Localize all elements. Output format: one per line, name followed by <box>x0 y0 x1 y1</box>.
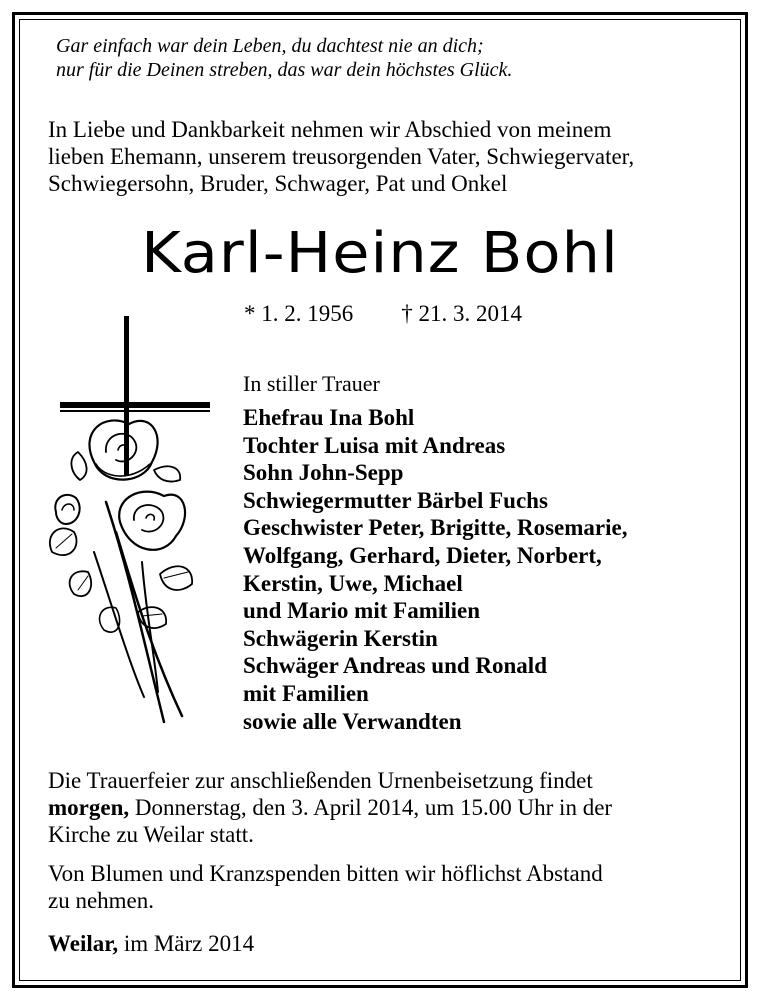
service-line-2 <box>48 794 712 821</box>
signature-place: Weilar, <box>48 931 119 956</box>
flowers-request <box>48 860 712 914</box>
list-item: und Mario mit Familien <box>243 598 481 624</box>
list-item: Geschwister Peter, Brigitte, Rosemarie, <box>243 515 628 541</box>
list-item: Ehefrau Ina Bohl <box>243 405 415 430</box>
list-item: Schwäger Andreas und Ronald <box>243 653 547 679</box>
birth-date: * 1. 2. 1956 <box>244 301 354 326</box>
cross-with-roses-icon <box>34 312 224 732</box>
deceased-name: Karl-Heinz Bohl <box>141 221 619 286</box>
list-item: sowie alle Verwandten <box>243 708 462 734</box>
motto-line-1: Gar einfach war dein Leben, du dachtest nie an dich; <box>56 35 484 57</box>
motto-line-2: nur für die Deinen streben, das war dein höchstes Glück. <box>56 59 513 81</box>
death-date: † 21. 3. 2014 <box>401 301 522 326</box>
life-dates <box>244 300 704 328</box>
list-item: Wolfgang, Gerhard, Dieter, Norbert, <box>243 542 602 568</box>
service-line-1: Die Trauerfeier zur anschließenden Urnenbeisetzung findet <box>48 768 593 793</box>
flowers-line-2: zu nehmen. <box>48 888 155 913</box>
flowers-line-1: Von Blumen und Kranzspenden bitten wir höflichst Abstand <box>48 861 603 886</box>
list-item: Tochter Luisa mit Andreas <box>243 432 506 458</box>
intro-line-1: In Liebe und Dankbarkeit nehmen wir Abschied von meinem <box>48 117 612 142</box>
list-item: Kerstin, Uwe, Michael <box>243 570 463 596</box>
place-date-signature <box>48 930 254 957</box>
list-item: Schwiegermutter Bärbel Fuchs <box>243 487 548 513</box>
signature-date: im März 2014 <box>118 931 255 956</box>
mourning-label: In stiller Trauer <box>243 371 380 396</box>
list-item: mit Familien <box>243 680 369 706</box>
service-day-bold: morgen, <box>48 795 130 820</box>
list-item: Schwägerin Kerstin <box>243 625 438 651</box>
service-announcement <box>48 767 712 848</box>
intro-line-3: Schwiegersohn, Bruder, Schwager, Pat und Onkel <box>48 171 508 196</box>
intro-text <box>48 116 728 197</box>
intro-line-2: lieben Ehemann, unserem treusorgenden Vater, Schwiegervater, <box>48 144 635 169</box>
list-item: Sohn John-Sepp <box>243 460 404 486</box>
service-line-3: Kirche zu Weilar statt. <box>48 822 254 847</box>
service-line-2-rest: Donnerstag, den 3. April 2014, um 15.00 Uhr in der <box>129 795 613 820</box>
mourners-list <box>243 404 723 735</box>
motto-verse <box>56 34 696 82</box>
